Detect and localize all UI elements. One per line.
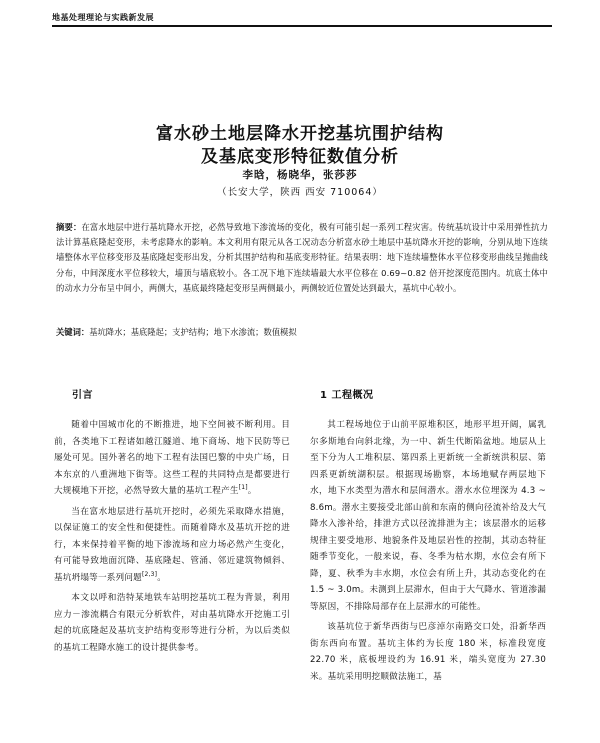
abstract-label: 摘要：	[56, 222, 82, 232]
body-paragraph: 本文以呼和浩特某地铁车站明挖基坑工程为背景，利用应力－渗流耦合有限元分析软件，对由基坑降水开挖施工引起的坑底隆起及基坑支护结构变形等进行分析，为以后类似的基坑工程降水施工的设计提供参考。	[54, 593, 290, 653]
keywords-text: 基坑降水；基底隆起；支护结构；地下水渗流；数值模拟	[89, 327, 297, 337]
running-header: 地基处理理论与实践新发展	[52, 13, 154, 22]
abstract-text: 在富水地层中进行基坑降水开挖，必然导致地下渗流场的变化，极有可能引起一系列工程灾害。传统基坑设计中采用弹性抗力法计算基底隆起变形，未考虑降水的影响。本文利用有限元从各工况动态分析富水砂土地层中基坑降水开挖的影响，分别从地下连续墙整体水平位移变形及基底隆起变形出发，分析其围护结构和基底变形特征。结果表明：地下连续墙整体水平位移变形曲线呈抛曲线分布，中间深度水平位移较大，墙顶与墙底较小。各工况下地下连续墙最大水平位移在 0.69~0.82 倍开挖深度范围内。坑底土体中的动水力分布呈中间小，两侧大，基底最终隆起变形呈两侧最小，两侧较近位置处达到最大，基坑中心较小。	[56, 222, 548, 293]
authors: 李晗，杨晓华，张莎莎	[242, 169, 358, 181]
citation-ref[interactable]: [1]	[238, 484, 248, 492]
section-heading-introduction: 引言	[72, 390, 93, 401]
right-column	[310, 417, 546, 685]
header-rule	[52, 25, 552, 27]
body-paragraph: 该基坑位于新华西街与巴彦淖尔南路交口处，沿新华西街东西向布置。基坑主体约为长度 180 米，标准段宽度 22.70 米，底板埋设约为 16.91 米，端头宽度为 27.30 米。基坑采用明挖顺做法施工，基	[310, 622, 546, 682]
keywords	[56, 325, 548, 340]
abstract	[56, 220, 548, 296]
section-heading-project-overview: 1 工程概况	[320, 390, 374, 401]
body-paragraph: 当在富水地层进行基坑开挖时，必须先采取降水措施，以保证施工的安全性和便捷性。而随着降水及基坑开挖的进行，本来保持着平衡的地下渗流场和应力场必然产生变化，有可能导致地面沉降、基底隆起、管涌、邻近建筑物倾斜、基坑坍塌等一系列问题[2,3]。	[54, 506, 290, 583]
citation-ref[interactable]: [2,3]	[141, 570, 158, 578]
body-paragraph: 其工程场地位于山前平原堆积区，地形平坦开阔，属乳尔多斯地台向斜北缘，为一中、新生代断陷盆地。地层从上至下分为人工堆积层、第四系上更新统一全新统洪积层、第四系更新统湖积层。根据现场勘察，本场地赋存两层地下水，地下水类型为潜水和层间潜水。潜水水位埋深为 4.3 ~ 8.6m。潜水主要接受北部山前和东南的侧向径流补给及大气降水入渗补给，排泄方式以径流排泄为主；该层潜水的运移规律主要受地形、地貌条件及地层岩性的控制，其动态特征随季节变化，一般来说，春、冬季为枯水期，水位会有所下降，夏、秋季为丰水期，水位会有所上升，其动态变化约在 1.5 ~ 3.0m。未测到上层滞水，但由于大气降水、管道渗漏等原因，不排除局部存在上层滞水的可能性。	[310, 420, 546, 612]
keywords-label: 关键词：	[56, 327, 90, 337]
paper-title-line-1: 富水砂土地层降水开挖基坑围护结构	[156, 124, 444, 144]
body-paragraph: 随着中国城市化的不断推进，地下空间被不断利用。目前，各类地下工程诸如越江隧道、地下商场、地下民防等已屡处可见。国外著名的地下工程有法国巴黎的中央广场，日本东京的八重洲地下街等。这些工程的共同特点是都要进行大规模地下开挖，必然导致大量的基坑工程产生[1]。	[54, 420, 290, 496]
left-column	[54, 417, 290, 656]
affiliation: （长安大学，陕西 西安 710064）	[217, 187, 383, 198]
paper-title-line-2: 及基底变形特征数值分析	[201, 147, 399, 167]
